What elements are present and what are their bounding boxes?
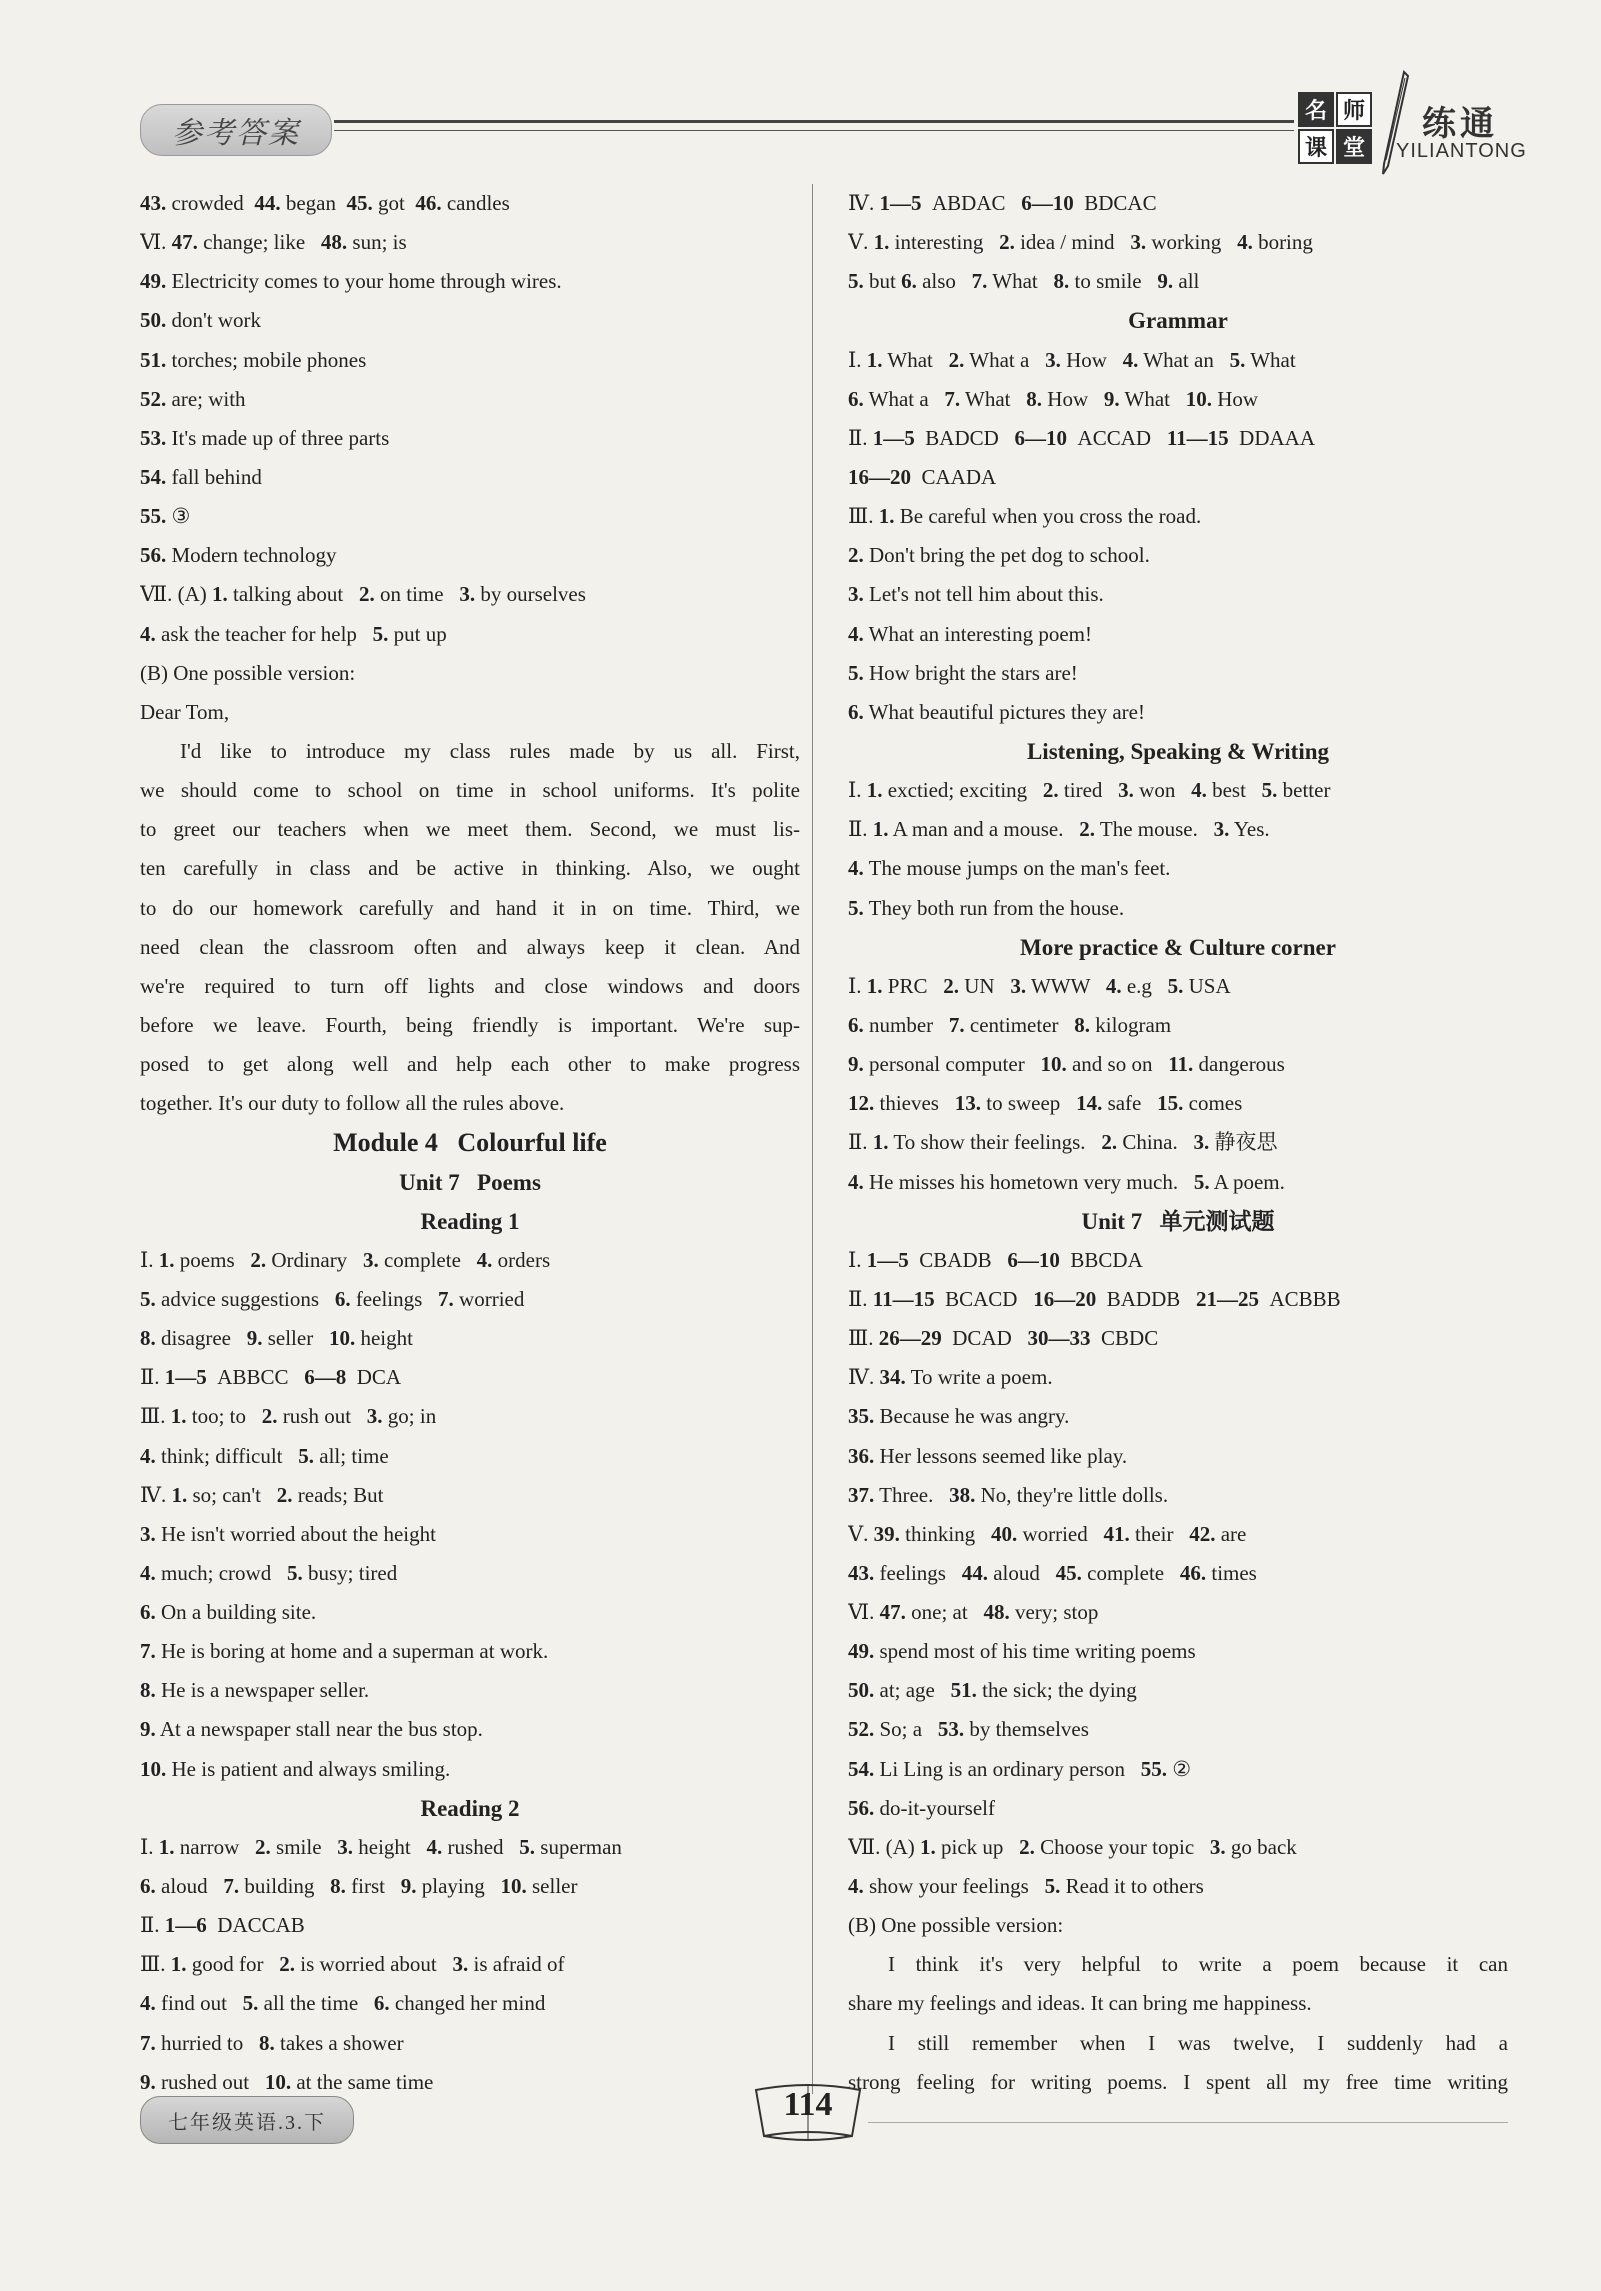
right-answer-line: Ⅱ. 1. A man and a mouse. 2. The mouse. 3. Yes. <box>848 817 1270 842</box>
right-answer-line: 43. feelings 44. aloud 45. complete 46. times <box>848 1560 1257 1585</box>
header-title: 练通 <box>1422 106 1498 143</box>
left-answer-line: 4. ask the teacher for help 5. put up <box>140 621 447 646</box>
left-answer-line: 9. At a newspaper stall near the bus stop. <box>140 1717 483 1742</box>
right-answer-line: Ⅶ. (A) 1. pick up 2. Choose your topic 3. go back <box>848 1834 1297 1859</box>
right-answer-line: 5. but 6. also 7. What 8. to smile 9. all <box>848 269 1200 294</box>
right-answer-line: 12. thieves 13. to sweep 14. safe 15. comes <box>848 1091 1243 1116</box>
page-number-text: 114 <box>783 2086 833 2123</box>
left-answer-line: Ⅲ. 1. good for 2. is worried about 3. is afraid of <box>140 1952 565 1977</box>
left-answer-line: we should come to school on time in school uniforms. It's polite <box>140 778 800 803</box>
right-answer-line: Ⅰ. 1. What 2. What a 3. How 4. What an 5. What <box>848 347 1296 372</box>
left-answer-line: Ⅵ. 47. change; like 48. sun; is <box>140 230 407 255</box>
left-answer-line: 4. think; difficult 5. all; time <box>140 1443 389 1468</box>
right-answer-line: Ⅴ. 39. thinking 40. worried 41. their 42. are <box>848 1521 1247 1546</box>
right-answer-line: Ⅰ. 1—5 CBADB 6—10 BBCDA <box>848 1247 1143 1272</box>
left-answer-line: Ⅱ. 1—5 ABBCC 6—8 DCA <box>140 1365 402 1390</box>
right-column <box>848 184 1508 2102</box>
left-answer-line: 55. ③ <box>140 504 191 529</box>
left-answer-line: 8. He is a newspaper seller. <box>140 1678 370 1703</box>
left-answer-line: 10. He is patient and always smiling. <box>140 1756 451 1781</box>
right-answer-line: Ⅵ. 47. one; at 48. very; stop <box>848 1600 1099 1625</box>
right-answer-line: 37. Three. 38. No, they're little dolls. <box>848 1482 1169 1507</box>
left-answer-line: Ⅰ. 1. narrow 2. smile 3. height 4. rushed 5. superman <box>140 1834 622 1859</box>
right-answer-line: share my feelings and ideas. It can bring me happiness. <box>848 1991 1312 2016</box>
right-answer-line: Ⅱ. 11—15 BCACD 16—20 BADDB 21—25 ACBBB <box>848 1286 1341 1311</box>
pen-icon <box>1380 70 1410 180</box>
left-answer-line: 53. It's made up of three parts <box>140 425 390 450</box>
header-badge: 参考答案 <box>140 104 332 156</box>
right-answer-line: 2. Don't bring the pet dog to school. <box>848 543 1150 568</box>
right-answer-line: 36. Her lessons seemed like play. <box>848 1443 1128 1468</box>
right-answer-line: 4. show your feelings 5. Read it to others <box>848 1874 1204 1899</box>
left-answer-line: ten carefully in class and be active in thinking. Also, we ought <box>140 856 800 881</box>
left-answer-line: 8. disagree 9. seller 10. height <box>140 1326 413 1351</box>
logo-char: 堂 <box>1336 129 1372 164</box>
left-answer-line: 49. Electricity comes to your home through wires. <box>140 269 562 294</box>
left-answer-line: 56. Modern technology <box>140 543 337 568</box>
right-answer-line: I still remember when I was twelve, I suddenly had a <box>888 2030 1508 2055</box>
right-answer-line: 49. spend most of his time writing poems <box>848 1639 1196 1664</box>
left-answer-line: Reading 2 <box>420 1795 520 1821</box>
right-answer-line: 9. personal computer 10. and so on 11. dangerous <box>848 1052 1285 1077</box>
left-answer-line: Ⅳ. 1. so; can't 2. reads; But <box>140 1482 384 1507</box>
left-answer-line: 4. find out 5. all the time 6. changed her mind <box>140 1991 546 2016</box>
right-answer-line: 16—20 CAADA <box>848 464 997 489</box>
logo-char: 师 <box>1336 92 1372 127</box>
left-answer-line: Ⅱ. 1—6 DACCAB <box>140 1913 305 1938</box>
right-answer-line: 5. They both run from the house. <box>848 895 1125 920</box>
right-answer-line: Ⅰ. 1. PRC 2. UN 3. WWW 4. e.g 5. USA <box>848 973 1231 998</box>
right-answer-line: 6. What beautiful pictures they are! <box>848 699 1145 724</box>
column-divider <box>812 184 813 2094</box>
left-answer-line: I'd like to introduce my class rules made by us all. First, <box>180 738 800 763</box>
left-answer-line: Ⅰ. 1. poems 2. Ordinary 3. complete 4. orders <box>140 1247 551 1272</box>
left-answer-line: to greet our teachers when we meet them. Second, we must lis- <box>140 817 800 842</box>
right-answer-line: 4. The mouse jumps on the man's feet. <box>848 856 1171 881</box>
left-answer-line: 6. On a building site. <box>140 1600 317 1625</box>
left-answer-line: 43. crowded 44. began 45. got 46. candles <box>140 191 510 215</box>
left-answer-line: 54. fall behind <box>140 464 262 489</box>
left-answer-line: Dear Tom, <box>140 699 230 724</box>
right-answer-line: 6. number 7. centimeter 8. kilogram <box>848 1012 1172 1037</box>
right-answer-line: Grammar <box>1128 308 1228 334</box>
left-answer-line: Reading 1 <box>420 1208 520 1234</box>
header-subtitle: YILIANTONG <box>1396 140 1527 162</box>
left-answer-line: 7. hurried to 8. takes a shower <box>140 2030 404 2055</box>
left-answer-line: before we leave. Fourth, being friendly is important. We're sup- <box>140 1012 800 1037</box>
right-answer-line: 5. How bright the stars are! <box>848 660 1078 685</box>
footer-rule <box>868 2122 1508 2123</box>
right-answer-line: 6. What a 7. What 8. How 9. What 10. How <box>848 386 1259 411</box>
left-answer-line: 3. He isn't worried about the height <box>140 1521 436 1546</box>
footer-badge: 七年级英语.3.下 <box>140 2096 354 2144</box>
right-answer-line: 50. at; age 51. the sick; the dying <box>848 1678 1137 1703</box>
right-answer-line: Ⅲ. 26—29 DCAD 30—33 CBDC <box>848 1326 1159 1351</box>
right-answer-line: 3. Let's not tell him about this. <box>848 582 1104 607</box>
left-answer-line: 6. aloud 7. building 8. first 9. playing 10. seller <box>140 1874 578 1899</box>
right-answer-line: I think it's very helpful to write a poem because it can <box>888 1952 1508 1977</box>
left-answer-line: 4. much; crowd 5. busy; tired <box>140 1560 398 1585</box>
logo-char: 名 <box>1298 92 1334 127</box>
right-answer-line: Ⅱ. 1—5 BADCD 6—10 ACCAD 11—15 DDAAA <box>848 425 1315 450</box>
left-answer-line: need clean the classroom often and always keep it clean. And <box>140 934 800 959</box>
left-answer-line: 9. rushed out 10. at the same time <box>140 2069 434 2094</box>
right-answer-line: Ⅳ. 1—5 ABDAC 6—10 BDCAC <box>848 191 1157 215</box>
right-answer-line: 52. So; a 53. by themselves <box>848 1717 1089 1742</box>
left-answer-line: posed to get along well and help each other to make progress <box>140 1052 800 1077</box>
left-answer-line: 52. are; with <box>140 386 246 411</box>
right-answer-line: Ⅳ. 34. To write a poem. <box>848 1365 1053 1390</box>
left-answer-line: we're required to turn off lights and close windows and doors <box>140 973 800 998</box>
right-answer-line: Unit 7 单元测试题 <box>1081 1208 1275 1234</box>
header-rule <box>334 120 1294 123</box>
page-number <box>748 2080 868 2148</box>
right-answer-line: strong feeling for writing poems. I spent all my free time writing <box>848 2069 1508 2094</box>
right-answer-line: 4. He misses his hometown very much. 5. A poem. <box>848 1169 1285 1194</box>
left-column <box>140 184 800 2102</box>
left-answer-line: Unit 7 Poems <box>399 1169 541 1195</box>
left-answer-line: 50. don't work <box>140 308 262 333</box>
left-answer-line: together. It's our duty to follow all the rules above. <box>140 1091 565 1116</box>
header-rule-thin <box>334 130 1294 131</box>
left-answer-line: 5. advice suggestions 6. feelings 7. worried <box>140 1286 525 1311</box>
right-answer-line: Ⅱ. 1. To show their feelings. 2. China. 3. 静夜思 <box>848 1130 1278 1155</box>
left-answer-line: Ⅶ. (A) 1. talking about 2. on time 3. by ourselves <box>140 582 586 607</box>
right-answer-line: Ⅰ. 1. exctied; exciting 2. tired 3. won 4. best 5. better <box>848 778 1331 803</box>
left-answer-line: Ⅲ. 1. too; to 2. rush out 3. go; in <box>140 1404 437 1429</box>
left-answer-line: 7. He is boring at home and a superman at work. <box>140 1639 549 1664</box>
publisher-logo <box>1298 92 1372 164</box>
right-answer-line: 35. Because he was angry. <box>848 1404 1070 1429</box>
logo-char: 课 <box>1298 129 1334 164</box>
right-answer-line: (B) One possible version: <box>848 1913 1064 1938</box>
left-answer-line: Module 4 Colourful life <box>333 1128 607 1158</box>
left-answer-line: 51. torches; mobile phones <box>140 347 367 372</box>
right-answer-line: Listening, Speaking & Writing <box>1026 738 1330 764</box>
right-answer-line: 4. What an interesting poem! <box>848 621 1092 646</box>
right-answer-line: More practice & Culture corner <box>1020 934 1336 960</box>
left-answer-line: (B) One possible version: <box>140 660 356 685</box>
left-answer-line: to do our homework carefully and hand it in on time. Third, we <box>140 895 800 920</box>
right-answer-line: Ⅴ. 1. interesting 2. idea / mind 3. working 4. boring <box>848 230 1313 255</box>
right-answer-line: 56. do-it-yourself <box>848 1795 995 1820</box>
right-answer-line: Ⅲ. 1. Be careful when you cross the road. <box>848 504 1202 529</box>
right-answer-line: 54. Li Ling is an ordinary person 55. ② <box>848 1756 1192 1781</box>
